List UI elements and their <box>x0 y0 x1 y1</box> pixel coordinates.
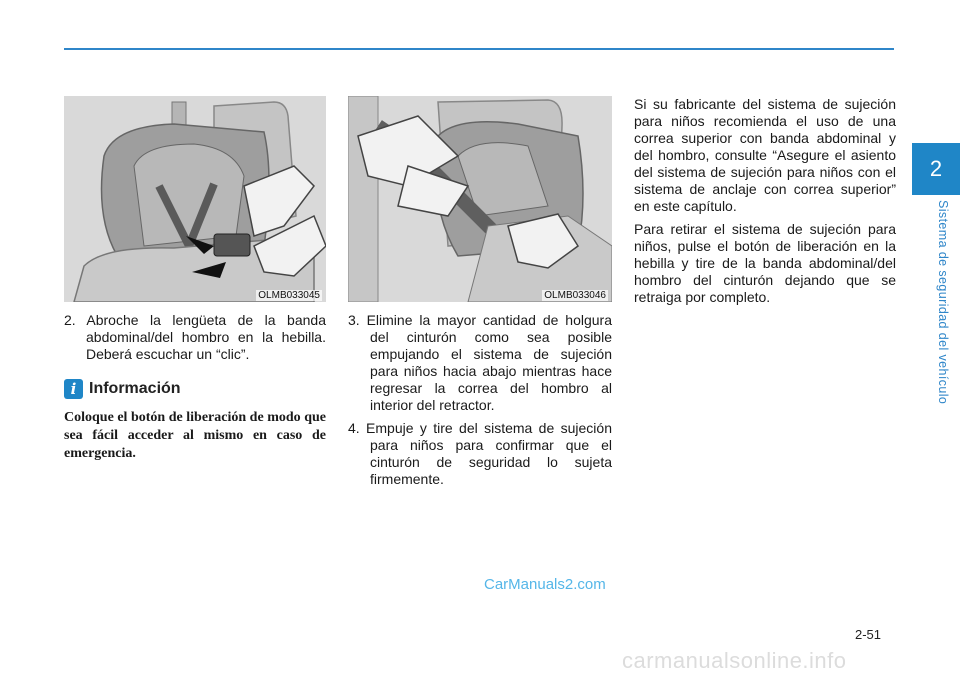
figure-code: OLMB033045 <box>258 290 320 301</box>
child-seat-buckle-illustration <box>64 96 326 302</box>
info-title: Información <box>89 380 181 397</box>
step-2: 2. Abroche la lengüeta de la banda abdominal/del hombro en la hebilla. Deberá escuchar un “clic”. <box>64 312 326 362</box>
page-number: 2-51 <box>855 627 882 642</box>
footer-watermark: carmanualsonline.info <box>622 648 847 673</box>
section-title: Sistema de seguridad del vehículo <box>936 200 950 405</box>
column-right <box>634 96 896 312</box>
figure-code: OLMB033046 <box>544 290 606 301</box>
figure-buckle-latch <box>64 96 326 302</box>
step-3: 3. Elimine la mayor cantidad de holgura del cinturón como sea posible empujando el sistema de sujeción para niños hacia abajo mientras hace regresar la correa del hombro al interior del retractor. <box>348 312 612 413</box>
watermark-link[interactable]: CarManuals2.com <box>484 576 606 593</box>
info-header <box>64 379 326 399</box>
column-left <box>64 96 326 463</box>
chapter-tab[interactable] <box>912 143 960 195</box>
column-middle <box>348 96 612 488</box>
child-seat-tighten-illustration <box>348 96 612 302</box>
header-rule <box>64 48 894 50</box>
chapter-number: 2 <box>929 156 943 181</box>
info-icon: i <box>64 379 83 399</box>
paragraph-removal: Para retirar el sistema de sujeción para niños, pulse el botón de liberación en la hebilla y tire de la banda abdominal/del hombro del cinturón dejando que se retraiga por completo. <box>634 221 896 305</box>
info-body: Coloque el botón de liberación de modo que sea fácil acceder al mismo en caso de emergencia. <box>64 410 326 461</box>
step-4: 4. Empuje y tire del sistema de sujeción para niños para confirmar que el cinturón de seguridad lo sujeta firmemente. <box>348 420 612 487</box>
figure-tighten-belt <box>348 96 612 302</box>
paragraph-top-tether: Si su fabricante del sistema de sujeción para niños recomienda el uso de una correa superior con banda abdominal y del hombro, consulte “Asegure el asiento del sistema de sujeción para niños con el sistema de anclaje con correa superior” en este capítulo. <box>634 96 896 214</box>
